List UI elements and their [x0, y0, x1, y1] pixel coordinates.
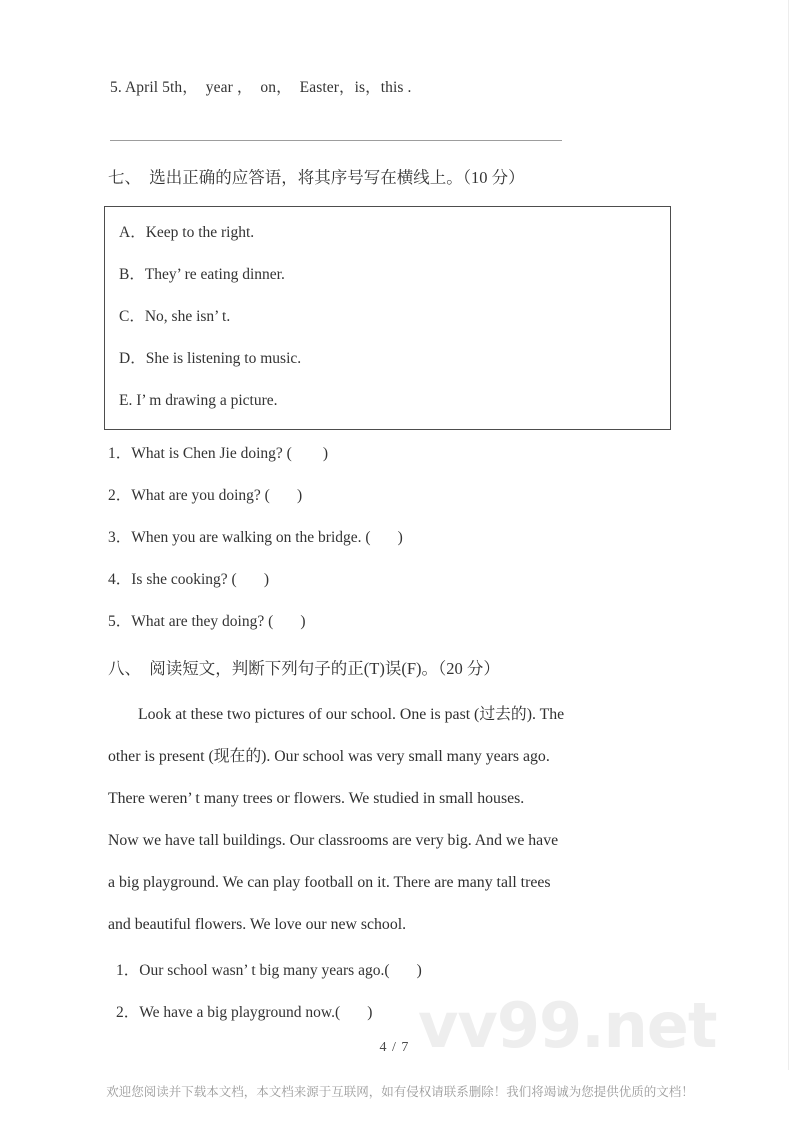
passage-line: Look at these two pictures of our school. One is past (过去的). The: [138, 706, 565, 723]
section-eight-heading: 八、 阅读短文，判断下列句子的正(T)误(F)。（20 分）: [108, 659, 500, 678]
section-seven-heading: 七、 选出正确的应答语，将其序号写在横线上。（10 分）: [108, 168, 525, 187]
passage-line: There weren’ t many trees or flowers. We studied in small houses.: [108, 790, 525, 807]
option-item-e: E. I’ m drawing a picture.: [119, 392, 278, 409]
option-item-c: C．No, she isn’ t.: [119, 308, 231, 325]
question-item: 3．When you are walking on the bridge. ( ): [108, 529, 403, 546]
passage-line: and beautiful flowers. We love our new school.: [108, 916, 407, 933]
passage-line: a big playground. We can play football on it. There are many tall trees: [108, 874, 551, 891]
section-seven-question-list: [108, 444, 686, 632]
question-item: 5．What are they doing? ( ): [108, 613, 306, 630]
option-item-a: A．Keep to the right.: [119, 224, 255, 241]
page-number: 4 / 7: [379, 1040, 410, 1055]
carryover-question-5: 5. April 5th， year ， on， Easter，is，this .: [110, 79, 412, 96]
question-item: 1．What is Chen Jie doing? ( ): [108, 445, 328, 462]
answer-options-box: [104, 206, 671, 430]
passage-line: other is present (现在的). Our school was very small many years ago.: [108, 748, 550, 765]
passage-line: Now we have tall buildings. Our classrooms are very big. And we have: [108, 832, 559, 849]
option-item-b: B．They’ re eating dinner.: [119, 266, 285, 283]
site-watermark: vv99.net: [418, 989, 717, 1062]
question-item: 4．Is she cooking? ( ): [108, 571, 269, 588]
reading-passage: [108, 694, 686, 946]
footer-notice: 欢迎您阅读并下载本文档，本文档来源于互联网，如有侵权请联系删除！我们将竭诚为您提供优质的文档！: [106, 1085, 694, 1099]
option-item-d: D．She is listening to music.: [119, 350, 302, 367]
question-item: 2．What are you doing? ( ): [108, 487, 303, 504]
true-false-item: 1．Our school wasn’ t big many years ago.( ): [116, 962, 422, 979]
answer-rule-line: [110, 140, 562, 141]
page-content: [108, 78, 686, 1034]
true-false-item: 2．We have a big playground now.( ): [116, 1004, 373, 1021]
